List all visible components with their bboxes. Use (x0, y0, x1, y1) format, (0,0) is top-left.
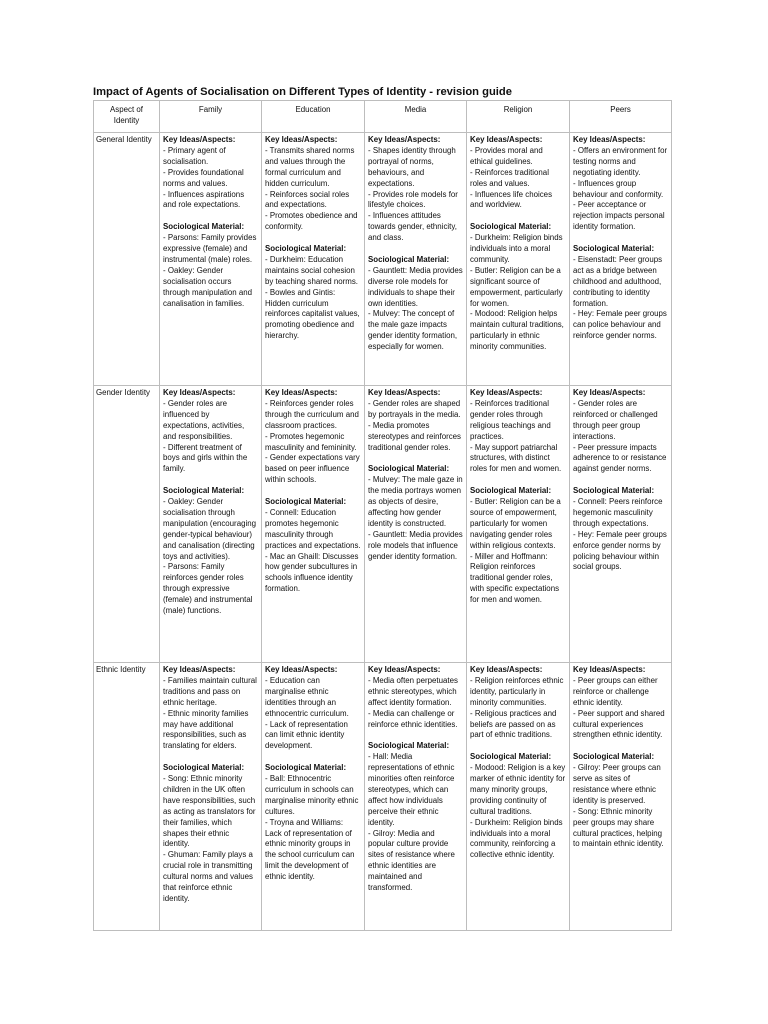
sociological-material-heading: Sociological Material: (368, 741, 450, 751)
key-idea-item: - Promotes hegemonic masculinity and femininity. (265, 431, 357, 452)
cell-peers (570, 133, 672, 386)
key-idea-item: - Religious practices and beliefs are passed on as part of ethnic traditions. (470, 708, 557, 740)
key-idea-item: - Influences group behaviour and conformity. (573, 178, 664, 199)
table-row (94, 133, 672, 386)
aspect-cell: General Identity (94, 133, 160, 386)
key-ideas-heading: Key Ideas/Aspects: (163, 665, 236, 674)
sociological-item: - Ghuman: Family plays a crucial role in transmitting cultural norms and values that reinforce ethnic identity. (163, 850, 253, 904)
key-idea-item: - Peer groups can either reinforce or challenge ethnic identity. (573, 675, 658, 707)
key-idea-item: - Media promotes stereotypes and reinforces traditional gender roles. (368, 420, 461, 452)
sociological-material-heading: Sociological Material: (368, 464, 450, 474)
sociological-material-heading: Sociological Material: (368, 254, 450, 264)
sociological-item: - Durkheim: Education maintains social cohesion by teaching shared norms. (265, 254, 358, 286)
key-ideas-heading: Key Ideas/Aspects: (368, 135, 441, 144)
sociological-material-heading: Sociological Material: (163, 222, 245, 232)
key-ideas-heading: Key Ideas/Aspects: (573, 665, 646, 674)
sociological-item: - Hey: Female peer groups can police behaviour and reinforce gender norms. (573, 309, 667, 341)
key-idea-item: - Influences aspirations and role expectations. (163, 189, 245, 210)
key-idea-item: - Gender roles are shaped by portrayals in the media. (368, 398, 461, 419)
sociological-material-heading: Sociological Material: (265, 497, 347, 507)
sociological-item: - Gauntlett: Media provides diverse role models for individuals to shape their own identities. (368, 265, 463, 308)
cell-religion (467, 663, 570, 931)
key-idea-item: - Reinforces gender roles through the curriculum and classroom practices. (265, 398, 359, 430)
sociological-item: - Durkheim: Religion binds individuals into a moral community. (470, 233, 563, 264)
key-ideas-heading: Key Ideas/Aspects: (470, 665, 543, 674)
sociological-material-heading: Sociological Material: (265, 763, 347, 773)
cell-media (365, 386, 467, 663)
sociological-item: - Mac an Ghaill: Discusses how gender subcultures in schools influence identity formation. (265, 551, 359, 594)
key-idea-item: - Offers an environment for testing norms and negotiating identity. (573, 145, 668, 177)
key-idea-item: - Lack of representation can limit ethnic identity development. (265, 719, 348, 751)
cell-family (160, 386, 262, 663)
sociological-item: - Durkheim: Religion binds individuals into a moral community, reinforcing a collective ethnic identity. (470, 817, 563, 860)
key-ideas-heading: Key Ideas/Aspects: (368, 665, 441, 674)
sociological-material-heading: Sociological Material: (163, 486, 245, 496)
header-religion: Religion (467, 101, 570, 133)
cell-education (262, 386, 365, 663)
revision-guide-table (93, 100, 672, 931)
sociological-item: - Butler: Religion can be a source of empowerment, particularly for women navigating gender roles within religious contexts. (470, 497, 561, 550)
sociological-material-heading: Sociological Material: (163, 763, 245, 773)
sociological-item: - Bowles and Gintis: Hidden curriculum reinforces capitalist values, promoting obedience and hierarchy. (265, 287, 360, 341)
sociological-item: - Gilroy: Media and popular culture provide sites of resistance where ethnic identities are maintained and transformed. (368, 828, 455, 893)
key-ideas-heading: Key Ideas/Aspects: (265, 388, 338, 397)
sociological-item: - Troyna and Williams: Lack of representation of ethnic minority groups in the school curriculum can limit the development of ethnic identity. (265, 817, 355, 882)
sociological-item: - Ball: Ethnocentric curriculum in schools can marginalise minority ethnic cultures. (265, 774, 359, 816)
cell-religion (467, 386, 570, 663)
sociological-item: - Hey: Female peer groups enforce gender norms by policing behaviour within social groups. (573, 529, 667, 572)
key-idea-item: - May support patriarchal structures, with distinct roles for men and women. (470, 442, 562, 474)
key-idea-item: - Influences life choices and worldview. (470, 189, 553, 210)
table-row (94, 386, 672, 663)
key-idea-item: - Religion reinforces ethnic identity, particularly in minority communities. (470, 675, 564, 707)
header-row (94, 101, 672, 133)
sociological-item: - Mulvey: The male gaze in the media portrays women as objects of desire, affecting how gender identity is constructed. (368, 475, 463, 528)
key-idea-item: - Influences attitudes towards gender, ethnicity, and class. (368, 211, 457, 243)
key-idea-item: - Peer acceptance or rejection impacts personal identity formation. (573, 200, 665, 232)
key-idea-item: - Gender roles are reinforced or challenged through peer group interactions. (573, 398, 658, 441)
sociological-item: - Modood: Religion helps maintain cultural traditions, particularly in ethnic minority communities. (470, 309, 564, 352)
cell-media (365, 663, 467, 931)
key-idea-item: - Peer pressure impacts adherence to or resistance against gender norms. (573, 442, 667, 474)
header-aspect: Aspect of Identity (94, 101, 160, 133)
header-media: Media (365, 101, 467, 133)
sociological-item: - Song: Ethnic minority peer groups may share cultural practices, helping to maintain ethnic identity. (573, 806, 664, 849)
key-idea-item: - Shapes identity through portrayal of norms, behaviours, and expectations. (368, 145, 456, 188)
key-ideas-heading: Key Ideas/Aspects: (573, 388, 646, 397)
sociological-item: - Oakley: Gender socialisation through manipulation (encouraging gender-typical behaviour) and canalisation (directing toys and activities). (163, 497, 256, 561)
aspect-cell: Gender Identity (94, 386, 160, 663)
cell-peers (570, 386, 672, 663)
key-idea-item: - Peer support and shared cultural experiences strengthen ethnic identity. (573, 708, 665, 740)
sociological-item: - Miller and Hoffmann: Religion reinforces traditional gender roles, with specific expectations for men and women. (470, 551, 560, 605)
sociological-item: - Mulvey: The concept of the male gaze impacts gender identity formation, especially for women. (368, 309, 458, 352)
sociological-item: - Modood: Religion is a key marker of ethnic identity for many minority groups, providing continuity of cultural traditions. (470, 763, 566, 816)
aspect-cell: Ethnic Identity (94, 663, 160, 931)
header-family: Family (160, 101, 262, 133)
key-ideas-heading: Key Ideas/Aspects: (163, 135, 236, 144)
cell-family (160, 133, 262, 386)
key-idea-item: - Reinforces traditional roles and values. (470, 167, 549, 188)
page-title: Impact of Agents of Socialisation on Different Types of Identity - revision guide (93, 86, 512, 98)
sociological-item: - Gauntlett: Media provides role models that influence gender identity formation. (368, 529, 463, 561)
sociological-item: - Song: Ethnic minority children in the UK often have responsibilities, such as acting as translators for their families, which shapes their ethnic identity. (163, 774, 256, 849)
key-idea-item: - Ethnic minority families may have additional responsibilities, such as translating for elders. (163, 708, 249, 751)
key-idea-item: - Provides role models for lifestyle choices. (368, 189, 458, 210)
key-idea-item: - Reinforces traditional gender roles through religious teachings and practices. (470, 398, 551, 441)
key-ideas-heading: Key Ideas/Aspects: (470, 388, 543, 397)
sociological-material-heading: Sociological Material: (470, 222, 552, 232)
table-row (94, 663, 672, 931)
key-idea-item: - Reinforces social roles and expectations. (265, 189, 350, 210)
key-idea-item: - Different treatment of boys and girls within the family. (163, 442, 248, 474)
key-ideas-heading: Key Ideas/Aspects: (368, 388, 441, 397)
key-ideas-heading: Key Ideas/Aspects: (573, 135, 646, 144)
key-idea-item: - Education can marginalise ethnic identities through an ethnocentric curriculum. (265, 675, 349, 718)
header-peers: Peers (570, 101, 672, 133)
cell-peers (570, 663, 672, 931)
cell-media (365, 133, 467, 386)
sociological-material-heading: Sociological Material: (573, 752, 655, 762)
sociological-material-heading: Sociological Material: (470, 486, 552, 496)
cell-education (262, 133, 365, 386)
sociological-item: - Connell: Peers reinforce hegemonic masculinity through expectations. (573, 497, 663, 528)
key-ideas-heading: Key Ideas/Aspects: (265, 665, 338, 674)
sociological-item: - Parsons: Family reinforces gender roles through expressive (female) and instrumental (male) functions. (163, 562, 253, 616)
key-idea-item: - Promotes obedience and conformity. (265, 211, 358, 232)
sociological-item: - Hall: Media representations of ethnic minorities often reinforce stereotypes, which can affect how individuals perceive their ethnic identity. (368, 752, 455, 827)
sociological-item: - Oakley: Gender socialisation occurs through manipulation and canalisation in families. (163, 265, 253, 308)
key-idea-item: - Media can challenge or reinforce ethnic identities. (368, 708, 458, 729)
table-body (94, 133, 672, 931)
sociological-material-heading: Sociological Material: (573, 486, 655, 496)
cell-religion (467, 133, 570, 386)
key-ideas-heading: Key Ideas/Aspects: (163, 388, 236, 397)
sociological-material-heading: Sociological Material: (573, 244, 655, 254)
sociological-item: - Gilroy: Peer groups can serve as sites of resistance where ethnic identity is preserved. (573, 763, 661, 805)
key-idea-item: - Gender expectations vary based on peer influence within schools. (265, 453, 360, 485)
sociological-item: - Connell: Education promotes hegemonic masculinity through practices and expectations. (265, 507, 361, 550)
key-idea-item: - Provides moral and ethical guidelines. (470, 145, 543, 166)
key-ideas-heading: Key Ideas/Aspects: (265, 135, 338, 144)
sociological-material-heading: Sociological Material: (265, 244, 347, 254)
key-idea-item: - Media often perpetuates ethnic stereotypes, which affect identity formation. (368, 675, 458, 707)
sociological-item: - Eisenstadt: Peer groups act as a bridge between childhood and adulthood, contributing to identity formation. (573, 254, 663, 308)
key-idea-item: - Primary agent of socialisation. (163, 145, 226, 166)
key-idea-item: - Transmits shared norms and values through the formal curriculum and hidden curriculum. (265, 145, 355, 188)
header-education: Education (262, 101, 365, 133)
key-idea-item: - Families maintain cultural traditions and pass on ethnic heritage. (163, 675, 257, 707)
sociological-item: - Parsons: Family provides expressive (female) and instrumental (male) roles. (163, 233, 257, 264)
key-ideas-heading: Key Ideas/Aspects: (470, 135, 543, 144)
cell-education (262, 663, 365, 931)
key-idea-item: - Provides foundational norms and values. (163, 167, 244, 188)
sociological-item: - Butler: Religion can be a significant source of empowerment, particularly for women. (470, 265, 563, 308)
cell-family (160, 663, 262, 931)
sociological-material-heading: Sociological Material: (470, 752, 552, 762)
key-idea-item: - Gender roles are influenced by expectations, activities, and responsibilities. (163, 398, 245, 441)
